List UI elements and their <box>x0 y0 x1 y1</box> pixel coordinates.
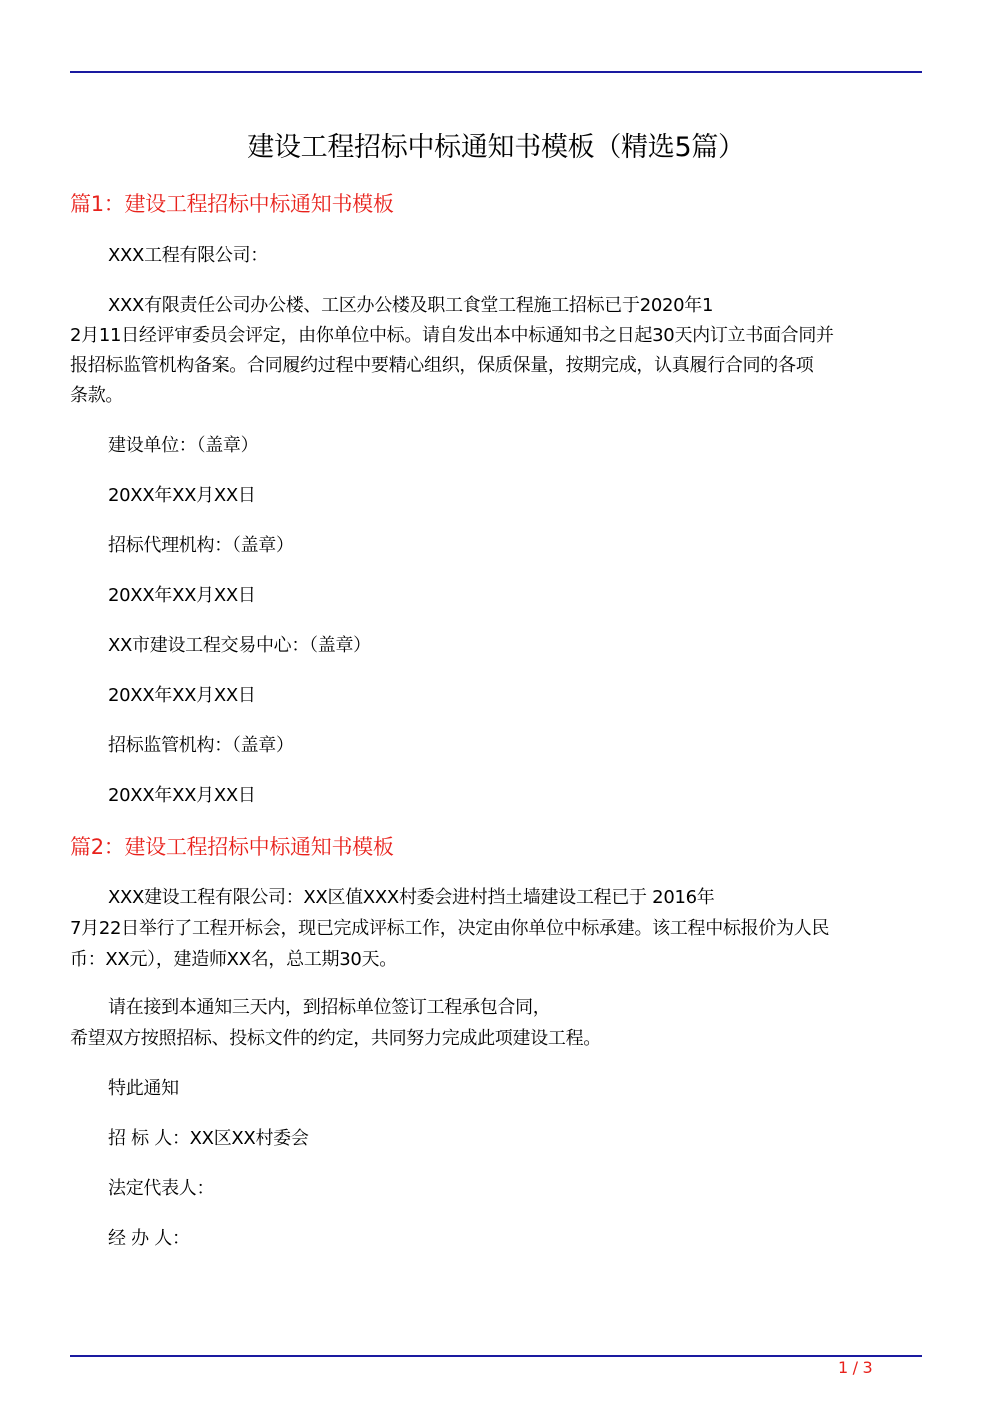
paragraph-line: 招 标 人：XX区XX村委会 <box>108 1128 309 1149</box>
paragraph-line: 2月11日经评审委员会评定，由你单位中标。请自发出本中标通知书之日起30天内订立书面合同并 <box>70 325 834 346</box>
paragraph-line: 报招标监管机构备案。合同履约过程中要精心组织，保质保量，按期完成，认真履行合同的各项 <box>70 355 814 376</box>
paragraph-line: 招标监管机构：（盖章） <box>108 735 294 756</box>
paragraph-line: 20XX年XX月XX日 <box>108 585 256 606</box>
paragraph-line: 请在接到本通知三天内，到招标单位签订工程承包合同， <box>108 997 551 1018</box>
paragraph-line: 经 办 人： <box>108 1228 190 1249</box>
paragraph-line: 币：XX元），建造师XX名，总工期30天。 <box>70 949 397 970</box>
section-1-heading: 篇1：建设工程招标中标通知书模板 <box>70 192 394 216</box>
document-title: 建设工程招标中标通知书模板（精选5篇） <box>247 132 745 163</box>
paragraph-line: XXX有限责任公司办公楼、工区办公楼及职工食堂工程施工招标已于2020年1 <box>108 295 714 316</box>
paragraph-line: 招标代理机构：（盖章） <box>108 535 294 556</box>
paragraph-line: 希望双方按照招标、投标文件的约定，共同努力完成此项建设工程。 <box>70 1028 601 1049</box>
footer-rule <box>70 1355 922 1357</box>
paragraph-line: 条款。 <box>70 385 124 406</box>
paragraph-line: 特此通知 <box>108 1078 179 1099</box>
paragraph-line: 20XX年XX月XX日 <box>108 485 256 506</box>
paragraph-line: XXX建设工程有限公司：XX区值XXX村委会进村挡土墙建设工程已于 2016年 <box>108 887 715 908</box>
paragraph-line: 20XX年XX月XX日 <box>108 785 256 806</box>
paragraph-line: 建设单位：（盖章） <box>108 435 259 456</box>
paragraph-line: XXX工程有限公司： <box>108 245 268 266</box>
page-number: 1 / 3 <box>838 1358 873 1377</box>
header-rule <box>70 71 922 73</box>
paragraph-line: 法定代表人： <box>108 1178 215 1199</box>
paragraph-line: 20XX年XX月XX日 <box>108 685 256 706</box>
paragraph-line: XX市建设工程交易中心：（盖章） <box>108 635 371 656</box>
paragraph-line: 7月22日举行了工程开标会，现已完成评标工作，决定由你单位中标承建。该工程中标报价为人民 <box>70 918 830 939</box>
section-2-heading: 篇2：建设工程招标中标通知书模板 <box>70 835 394 859</box>
